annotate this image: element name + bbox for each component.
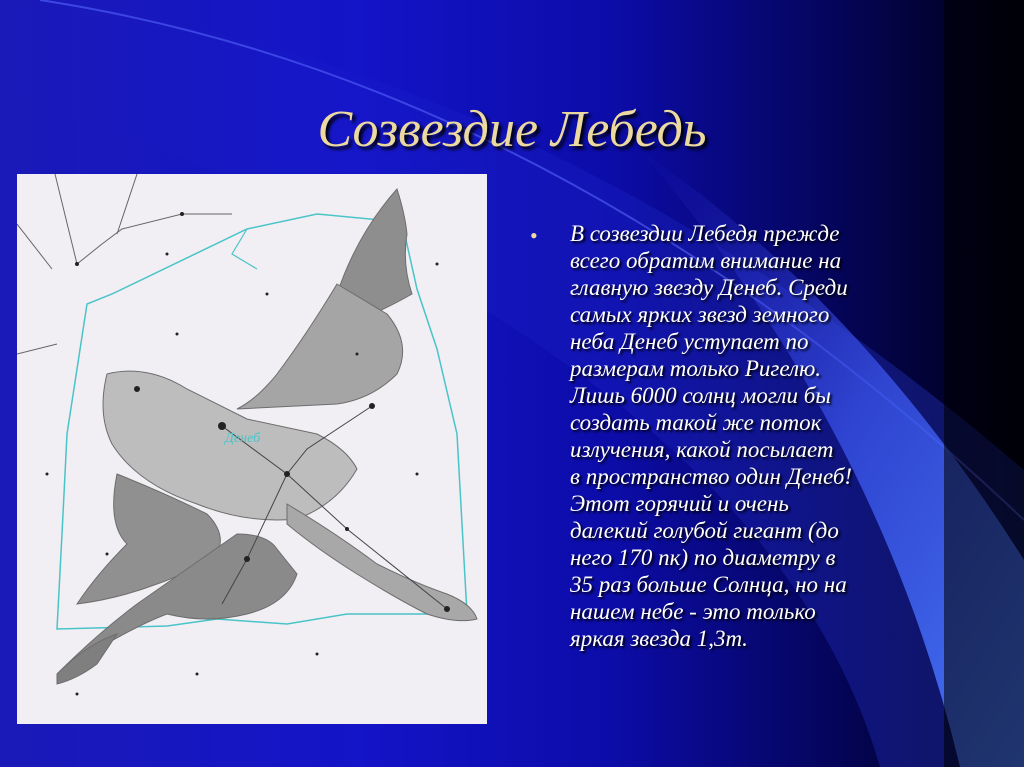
constellation-map [17,174,487,724]
bullet-text [570,220,930,652]
slide-title [0,100,1024,159]
cygnus-chart [17,174,487,724]
body-line: размерам только Ригелю. [570,356,822,381]
body-line: далекий голубой гигант (до [570,518,839,543]
bullet-marker: • [530,223,538,248]
body-line: излучения, какой посылает [570,437,834,462]
body-line: В созвездии Лебедя прежде [570,221,840,246]
swan-drawing [57,189,477,684]
body-line: всего обратим внимание на [570,248,842,273]
body-line: главную звезду Денеб. Среди [570,275,848,300]
deneb-label: Денеб [225,431,261,446]
body-line: нашем небе - это только [570,599,816,624]
body-line: Этот горячий и очень [570,491,789,516]
bullet-list [530,220,930,652]
body-line: Лишь 6000 солнц могли бы [570,383,831,408]
slide-title-text: Созвездие Лебедь [317,101,707,158]
bullet-item [530,220,930,652]
body-line: в пространство один Денеб! [570,464,853,489]
body-line: неба Денеб уступает по [570,329,809,354]
neighbor-lines [17,174,232,354]
body-line: него 170 пк) по диаметру в [570,545,836,570]
body-line: яркая звезда 1,3m. [570,626,748,651]
body-line: самых ярких звезд земного [570,302,830,327]
body-line: 35 раз больше Солнца, но на [570,572,847,597]
body-line: создать такой же поток [570,410,822,435]
